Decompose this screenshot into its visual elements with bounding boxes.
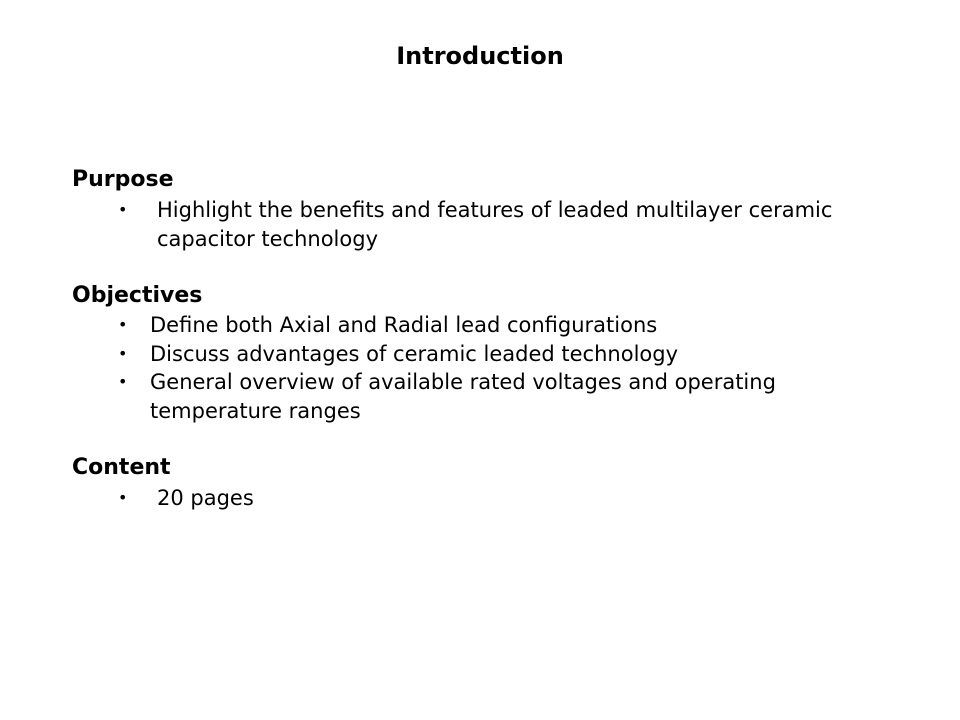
bullet-text: General overview of available rated voltages and operating temperature ranges [150,370,776,423]
section-heading-objectives: Objectives [72,283,203,308]
bullet-text: Define both Axial and Radial lead configurations [150,313,658,337]
list-item [118,196,838,253]
bullet-text: Highlight the benefits and features of leaded multilayer ceramic capacitor technology [157,198,833,251]
list-item [118,368,878,425]
list-item [118,340,878,369]
bullet-icon: • [118,372,128,391]
section-heading-content: Content [72,455,171,480]
bullet-icon: • [118,315,128,334]
list-item [118,311,878,340]
content-bullet-list [118,484,518,513]
section-heading-purpose: Purpose [72,167,174,192]
bullet-icon: • [118,200,128,219]
bullet-text: 20 pages [157,486,254,510]
bullet-text: Discuss advantages of ceramic leaded technology [150,341,679,366]
list-item [118,484,518,513]
purpose-bullet-list [118,196,838,253]
bullet-icon: • [118,488,128,507]
objectives-bullet-list [118,311,878,425]
bullet-icon: • [118,343,128,363]
slide-title: Introduction [396,42,564,70]
